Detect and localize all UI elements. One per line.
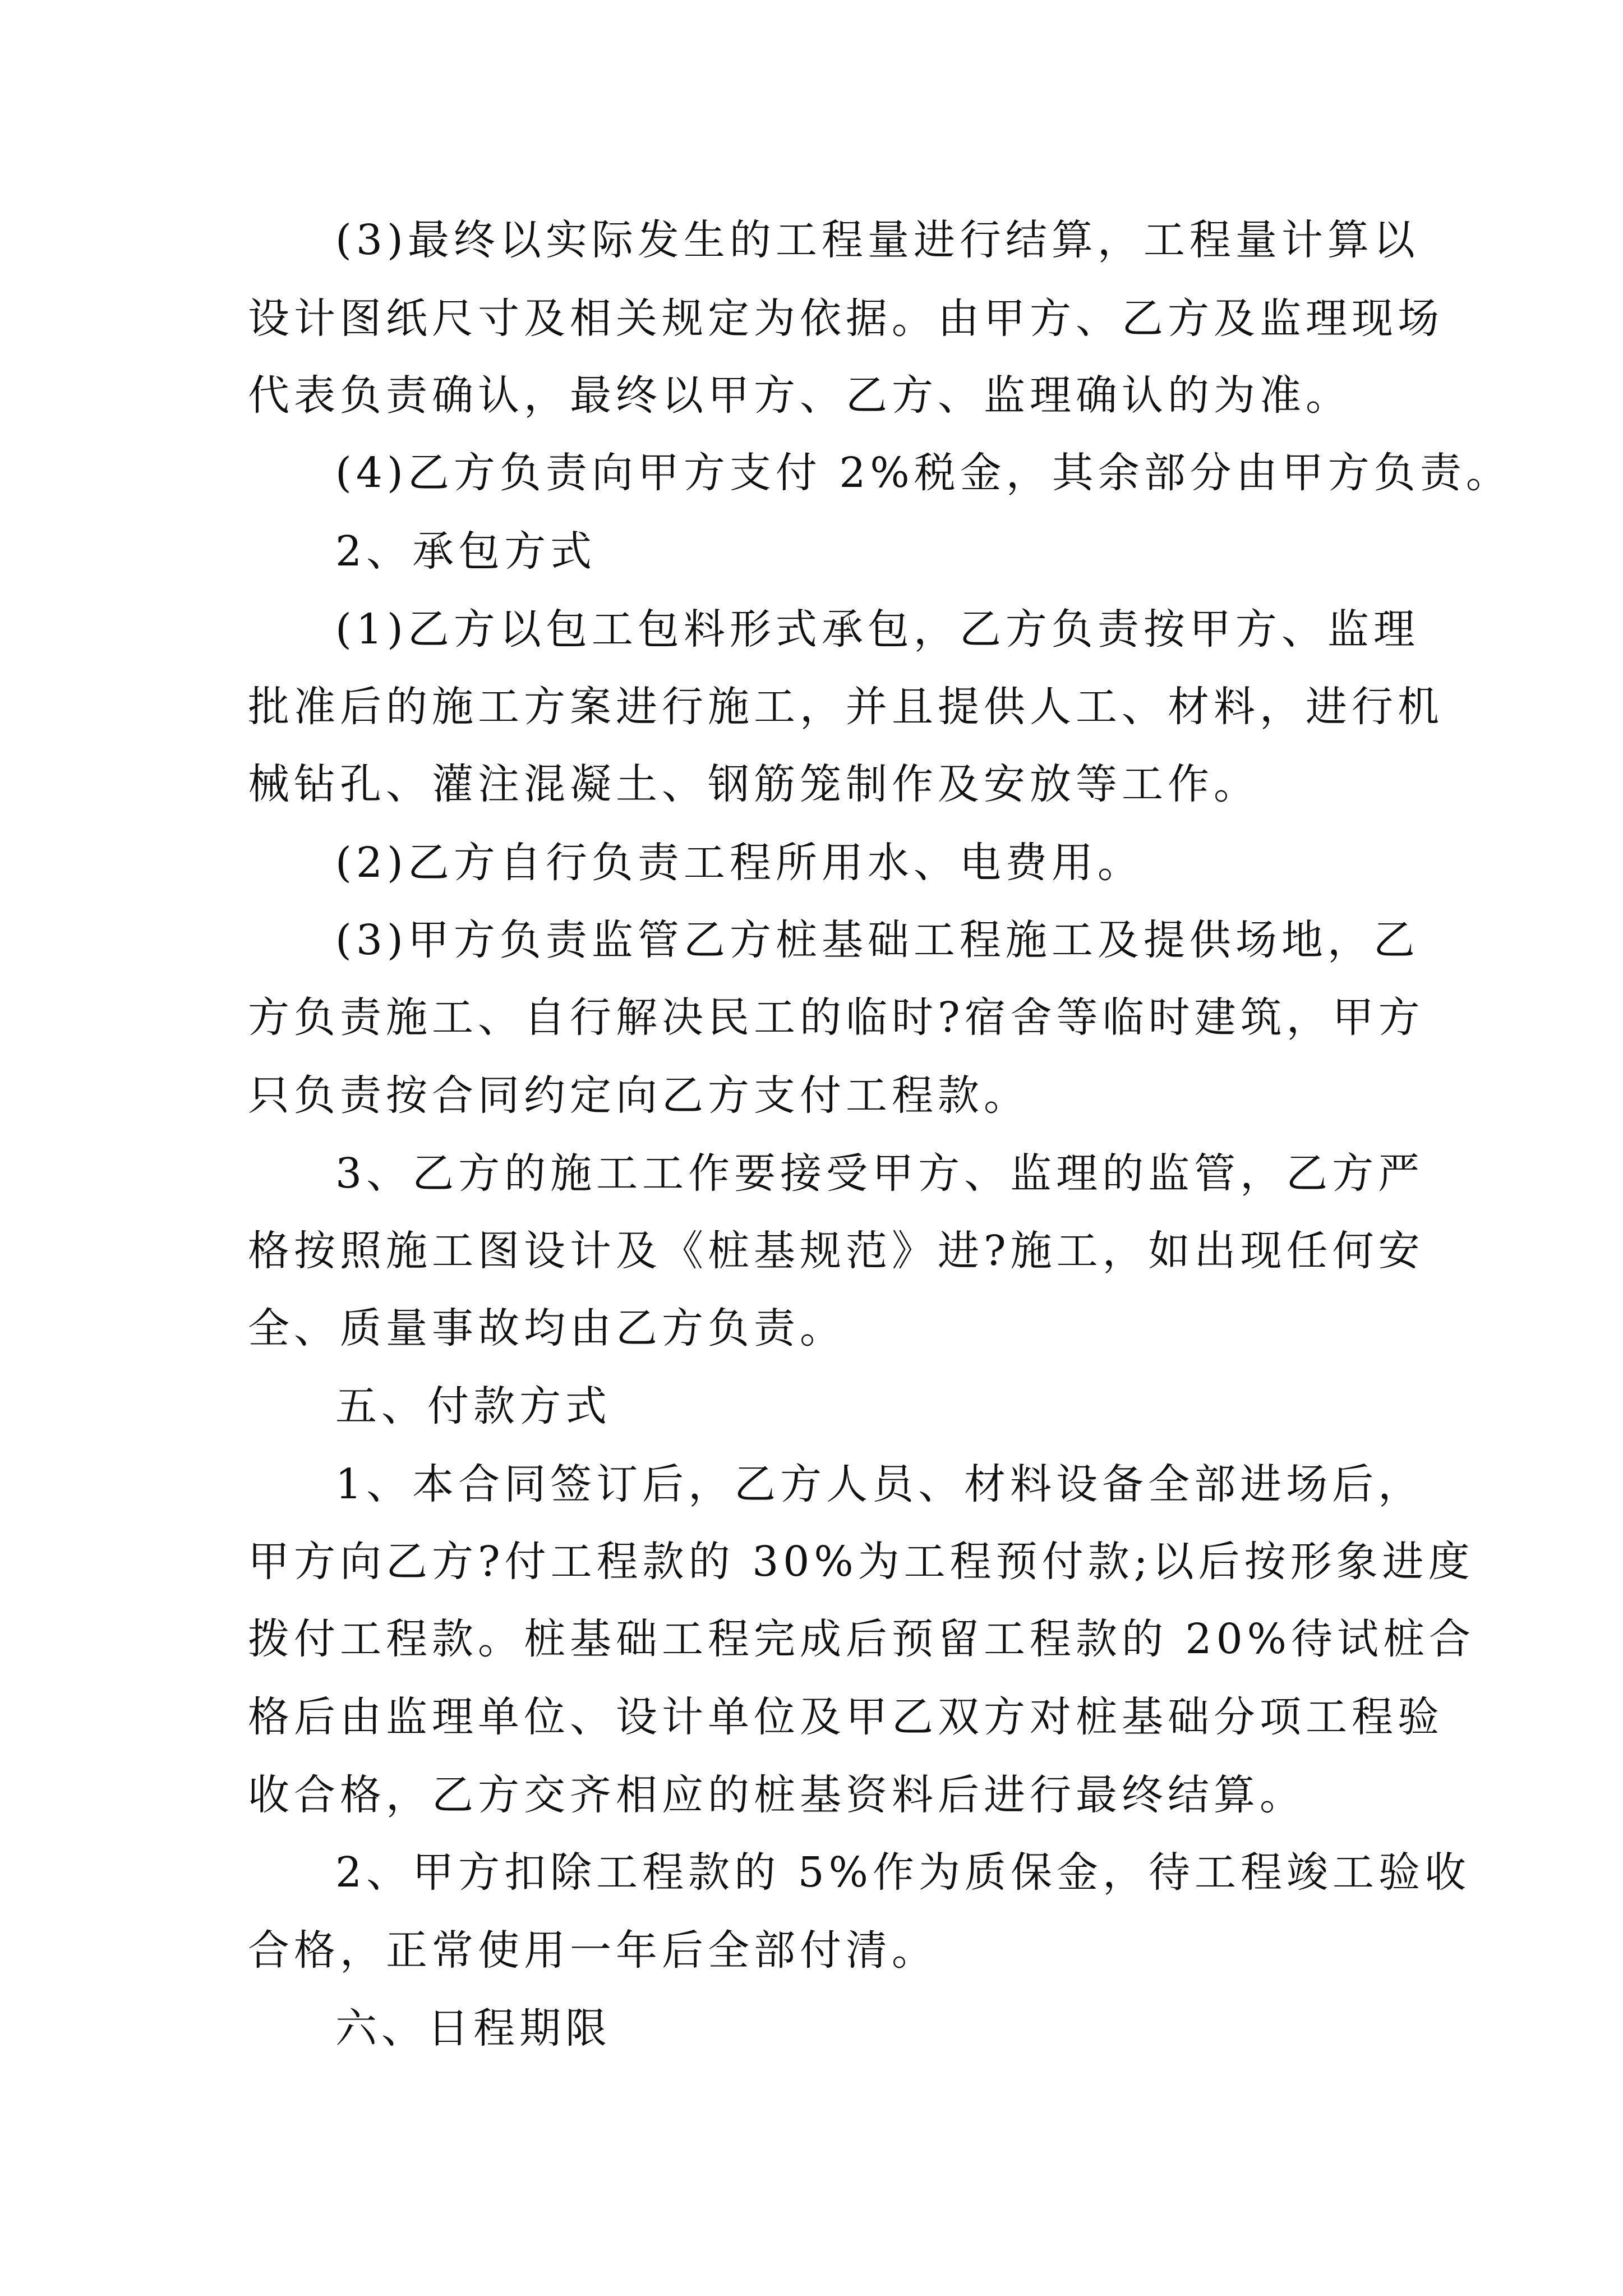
text-line: 1、本合同签订后，乙方人员、材料设备全部进场后， [335,1460,1424,1508]
text-line: (4)乙方负责向甲方支付 2%税金，其余部分由甲方负责。 [335,449,1512,497]
text-line: 合格，正常使用一年后全部付清。 [248,1926,938,1975]
text-line: 收合格，乙方交齐相应的桩基资料后进行最终结算。 [248,1771,1306,1819]
text-line: 代表负责确认，最终以甲方、乙方、监理确认的为准。 [248,371,1352,420]
text-line: 方负责施工、自行解决民工的临时?宿舍等临时建筑，甲方 [248,993,1424,1042]
text-line: (3)最终以实际发生的工程量进行结算，工程量计算以 [335,216,1419,264]
text-line: 2、甲方扣除工程款的 5%作为质保金，待工程竣工验收 [335,1848,1470,1897]
text-line: 械钻孔、灌注混凝土、钢筋笼制作及安放等工作。 [248,760,1260,808]
text-line: 拨付工程款。桩基础工程完成后预留工程款的 20%待试桩合 [248,1615,1475,1663]
text-line: 只负责按合同约定向乙方支付工程款。 [248,1071,1030,1120]
text-line: 格后由监理单位、设计单位及甲乙双方对桩基础分项工程验 [248,1693,1444,1741]
text-line: 批准后的施工方案进行施工，并且提供人工、材料，进行机 [248,683,1444,731]
section-heading: 2、承包方式 [335,527,597,576]
text-line: 甲方向乙方?付工程款的 30%为工程预付款;以后按形象进度 [248,1538,1474,1586]
text-line: 格按照施工图设计及《桩基规范》进?施工，如出现任何安 [248,1227,1424,1275]
text-line: 全、质量事故均由乙方负责。 [248,1304,846,1352]
text-line: (2)乙方自行负责工程所用水、电费用。 [335,839,1144,887]
section-heading: 五、付款方式 [335,1382,611,1430]
text-line: 3、乙方的施工工作要接受甲方、监理的监管，乙方严 [335,1149,1424,1198]
text-line: 设计图纸尺寸及相关规定为依据。由甲方、乙方及监理现场 [248,295,1444,343]
text-line: (3)甲方负责监管乙方桩基础工程施工及提供场地，乙 [335,916,1419,964]
section-heading: 六、日程期限 [335,2004,611,2053]
text-line: (1)乙方以包工包料形式承包，乙方负责按甲方、监理 [335,605,1419,654]
